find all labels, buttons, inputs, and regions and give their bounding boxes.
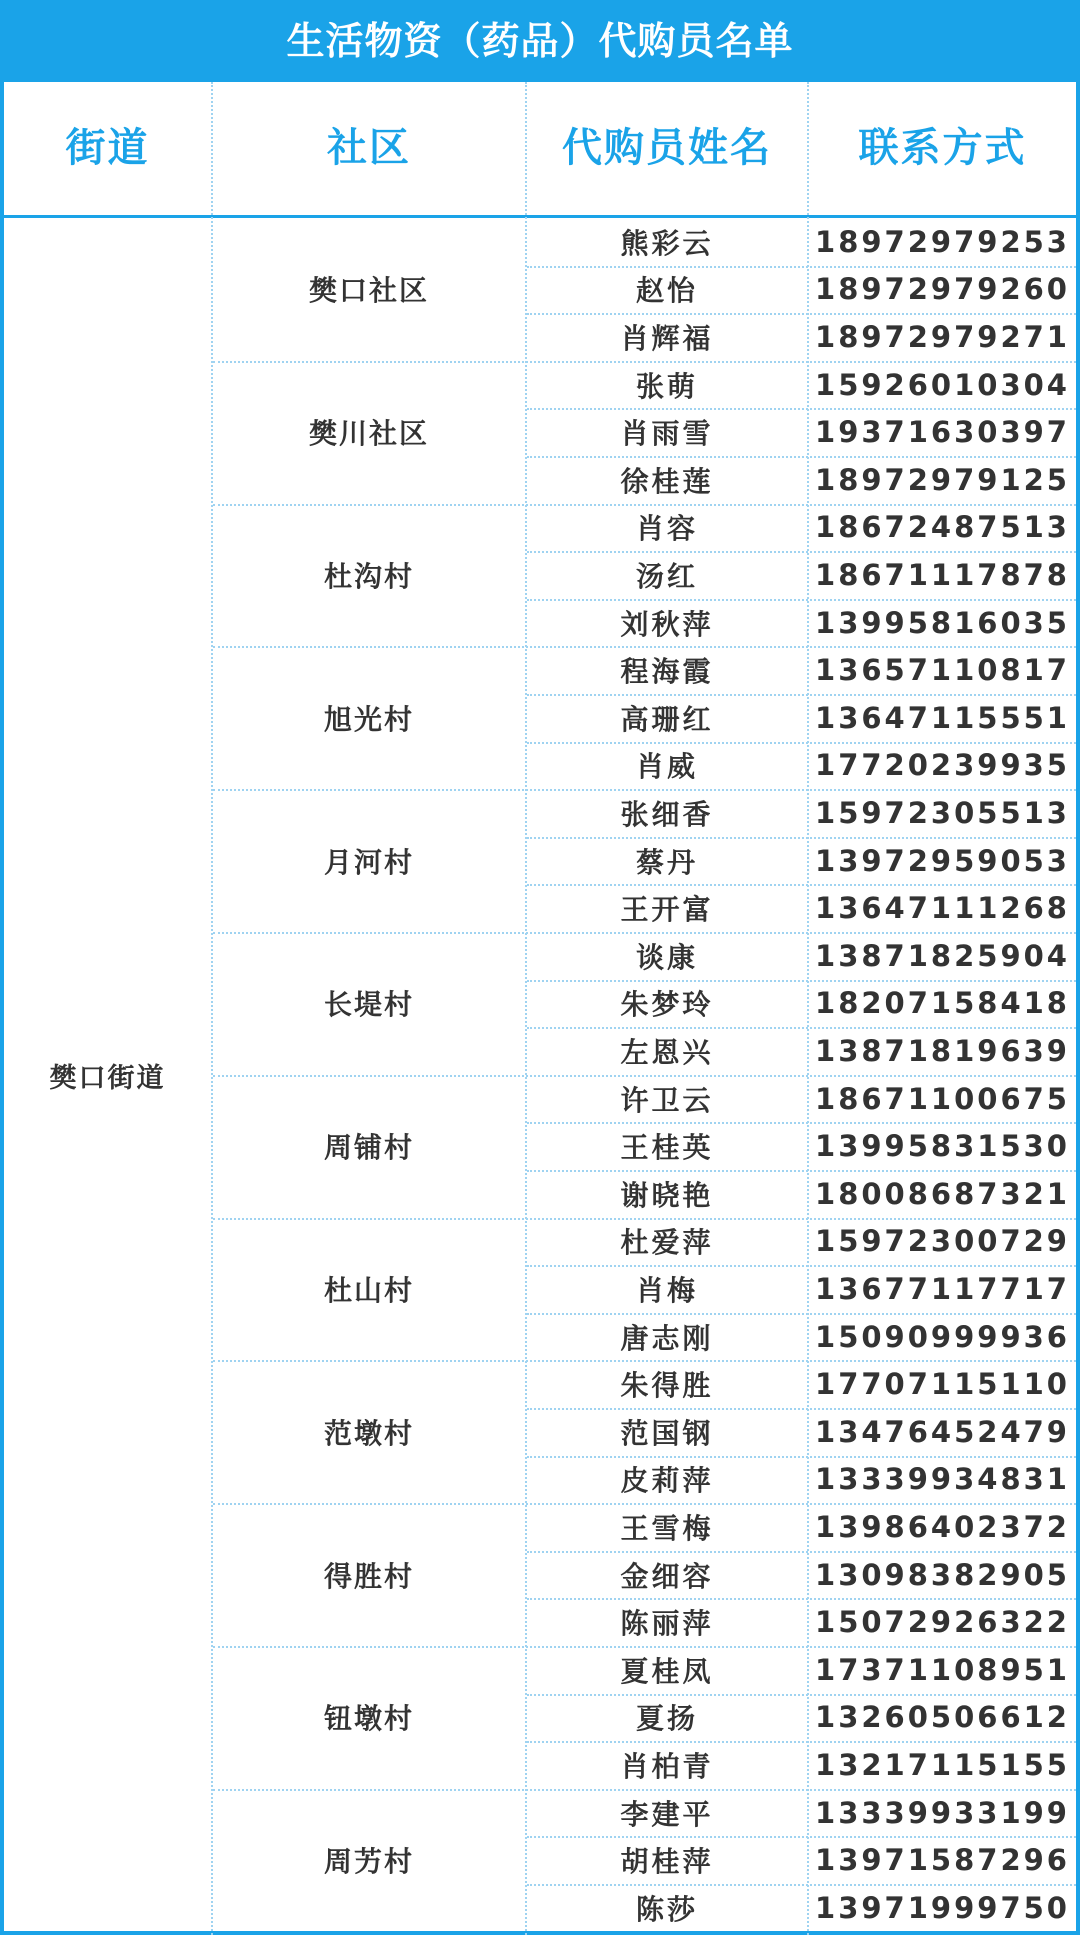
member-name: 程海霞 bbox=[620, 655, 714, 689]
member-name: 肖柏青 bbox=[620, 1749, 714, 1783]
community-cell: 月河村 bbox=[323, 845, 414, 879]
member-name: 赵怡 bbox=[635, 274, 698, 308]
member-phone: 18972979253 bbox=[815, 224, 1070, 259]
member-phone: 17720239935 bbox=[815, 748, 1070, 783]
member-name: 谢晓艳 bbox=[620, 1178, 714, 1212]
community-cell: 杜沟村 bbox=[323, 559, 414, 593]
member-name: 陈丽萍 bbox=[620, 1607, 714, 1641]
community-cell: 樊口社区 bbox=[308, 274, 429, 308]
member-phone: 18207158418 bbox=[815, 986, 1070, 1021]
member-name: 杜爱萍 bbox=[620, 1226, 714, 1260]
community-cell: 杜山村 bbox=[323, 1273, 414, 1307]
member-name: 张细香 bbox=[620, 797, 714, 831]
member-phone: 17371108951 bbox=[815, 1652, 1070, 1687]
member-name: 金细容 bbox=[620, 1559, 714, 1593]
member-name: 张萌 bbox=[635, 369, 698, 403]
member-name: 高珊红 bbox=[620, 702, 714, 736]
member-name: 朱得胜 bbox=[620, 1369, 714, 1403]
street-cell: 樊口街道 bbox=[49, 1062, 166, 1094]
member-phone: 13657110817 bbox=[815, 653, 1070, 688]
community-cell: 周铺村 bbox=[323, 1131, 414, 1165]
member-phone: 15072926322 bbox=[815, 1605, 1070, 1640]
member-phone: 13217115155 bbox=[815, 1747, 1070, 1782]
member-name: 徐桂莲 bbox=[620, 464, 714, 498]
header-street: 街道 bbox=[65, 125, 150, 171]
member-phone: 13971999750 bbox=[815, 1890, 1070, 1925]
member-phone: 15090999936 bbox=[815, 1319, 1070, 1354]
member-phone: 15926010304 bbox=[815, 367, 1070, 402]
table-body bbox=[0, 218, 1080, 1932]
community-cell: 范墩村 bbox=[323, 1416, 414, 1450]
page-title: 生活物资（药品）代购员名单 bbox=[0, 0, 1080, 82]
member-phone: 13995816035 bbox=[815, 605, 1070, 640]
member-name: 王开富 bbox=[620, 893, 714, 927]
member-name: 肖雨雪 bbox=[620, 417, 714, 451]
member-name: 熊彩云 bbox=[620, 226, 714, 260]
member-phone: 13339934831 bbox=[815, 1462, 1070, 1497]
member-phone: 13098382905 bbox=[815, 1557, 1070, 1592]
member-phone: 13476452479 bbox=[815, 1414, 1070, 1449]
table-header bbox=[0, 82, 1080, 218]
community-cell: 钮墩村 bbox=[323, 1702, 414, 1736]
member-name: 陈莎 bbox=[635, 1892, 698, 1926]
member-name: 李建平 bbox=[620, 1797, 714, 1831]
member-name: 刘秋萍 bbox=[620, 607, 714, 641]
member-name: 肖梅 bbox=[635, 1273, 698, 1307]
member-phone: 18972979125 bbox=[815, 462, 1070, 497]
member-phone: 15972300729 bbox=[815, 1224, 1070, 1259]
member-name: 王雪梅 bbox=[620, 1511, 714, 1545]
member-phone: 18008687321 bbox=[815, 1176, 1070, 1211]
header-contact: 联系方式 bbox=[858, 125, 1027, 171]
member-name: 谈康 bbox=[635, 940, 698, 974]
member-phone: 13677117717 bbox=[815, 1271, 1070, 1306]
member-phone: 19371630397 bbox=[815, 415, 1070, 450]
community-cell: 得胜村 bbox=[323, 1559, 414, 1593]
member-phone: 13971587296 bbox=[815, 1843, 1070, 1878]
member-phone: 17707115110 bbox=[815, 1367, 1070, 1402]
member-name: 朱梦玲 bbox=[620, 988, 714, 1022]
member-phone: 13871819639 bbox=[815, 1033, 1070, 1068]
member-name: 唐志刚 bbox=[620, 1321, 714, 1355]
member-name: 许卫云 bbox=[620, 1083, 714, 1117]
member-name: 肖威 bbox=[635, 750, 698, 784]
community-cell: 周艻村 bbox=[323, 1845, 414, 1879]
community-cell: 长堤村 bbox=[323, 988, 414, 1022]
member-name: 夏扬 bbox=[635, 1702, 698, 1736]
member-name: 肖辉福 bbox=[620, 321, 714, 355]
member-name: 夏桂凤 bbox=[620, 1654, 714, 1688]
member-phone: 18972979260 bbox=[815, 272, 1070, 307]
member-name: 范国钢 bbox=[620, 1416, 714, 1450]
member-name: 王桂英 bbox=[620, 1131, 714, 1165]
member-phone: 18671117878 bbox=[815, 557, 1070, 592]
member-phone: 13995831530 bbox=[815, 1129, 1070, 1164]
member-name: 左恩兴 bbox=[620, 1035, 714, 1069]
member-phone: 13647115551 bbox=[815, 700, 1070, 735]
header-community: 社区 bbox=[327, 125, 411, 171]
member-phone: 13647111268 bbox=[815, 891, 1070, 926]
header-name: 代购员姓名 bbox=[562, 125, 772, 171]
member-phone: 13339933199 bbox=[815, 1795, 1070, 1830]
member-phone: 13871825904 bbox=[815, 938, 1070, 973]
member-phone: 18672487513 bbox=[815, 510, 1070, 545]
member-name: 胡桂萍 bbox=[620, 1845, 714, 1879]
member-name: 皮莉萍 bbox=[620, 1464, 714, 1498]
member-phone: 15972305513 bbox=[815, 795, 1070, 830]
member-phone: 18972979271 bbox=[815, 319, 1070, 354]
member-phone: 13986402372 bbox=[815, 1509, 1070, 1544]
member-name: 蔡丹 bbox=[635, 845, 698, 879]
member-phone: 13972959053 bbox=[815, 843, 1070, 878]
community-cell: 樊川社区 bbox=[308, 417, 429, 451]
member-name: 肖容 bbox=[635, 512, 698, 546]
member-name: 汤红 bbox=[635, 559, 698, 593]
member-phone: 18671100675 bbox=[815, 1081, 1070, 1116]
community-cell: 旭光村 bbox=[323, 702, 414, 736]
member-phone: 13260506612 bbox=[815, 1700, 1070, 1735]
